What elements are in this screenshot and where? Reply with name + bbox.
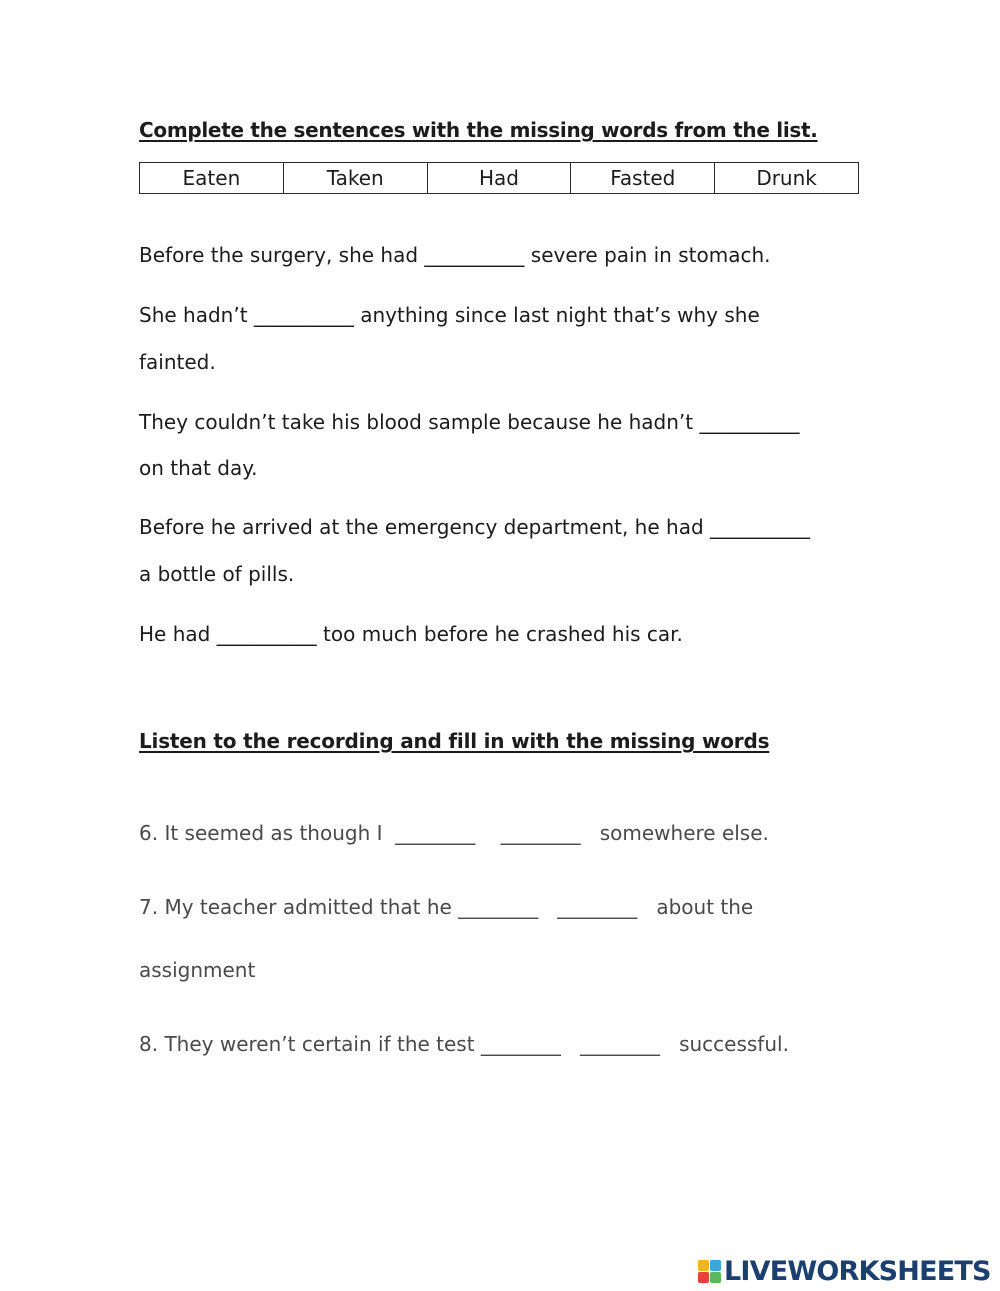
listening-line: 6. It seemed as though I ________ ________ somewhere else.	[139, 821, 769, 845]
sentence-line: a bottle of pills.	[139, 562, 295, 586]
section2-heading: Listen to the recording and fill in with the missing words	[139, 729, 770, 753]
sentence-line: fainted.	[139, 350, 216, 374]
sentence-line: He had __________ too much before he crashed his car.	[139, 622, 683, 646]
word-bank-cell: Taken	[283, 163, 427, 194]
sentence-line: on that day.	[139, 456, 258, 480]
sentence-line: She hadn’t __________ anything since last night that’s why she	[139, 303, 760, 327]
listening-line: 7. My teacher admitted that he ________ ________ about the	[139, 895, 754, 919]
liveworksheets-logo	[698, 1255, 991, 1287]
listening-line: 8. They weren’t certain if the test ________ ________ successful.	[139, 1032, 789, 1056]
word-bank-cell: Eaten	[140, 163, 284, 194]
sentence-line: They couldn’t take his blood sample because he hadn’t __________	[139, 410, 800, 434]
sentence-line: Before he arrived at the emergency department, he had __________	[139, 515, 811, 539]
logo-mark-icon	[698, 1260, 721, 1283]
section1-heading: Complete the sentences with the missing words from the list.	[139, 118, 818, 142]
word-bank-cell: Fasted	[571, 163, 715, 194]
listening-line: assignment	[139, 958, 256, 982]
word-bank-table	[139, 162, 859, 194]
sentence-line: Before the surgery, she had __________ severe pain in stomach.	[139, 243, 771, 267]
word-bank-cell: Had	[427, 163, 571, 194]
logo-text: LIVEWORKSHEETS	[724, 1255, 991, 1287]
word-bank-cell: Drunk	[715, 163, 859, 194]
